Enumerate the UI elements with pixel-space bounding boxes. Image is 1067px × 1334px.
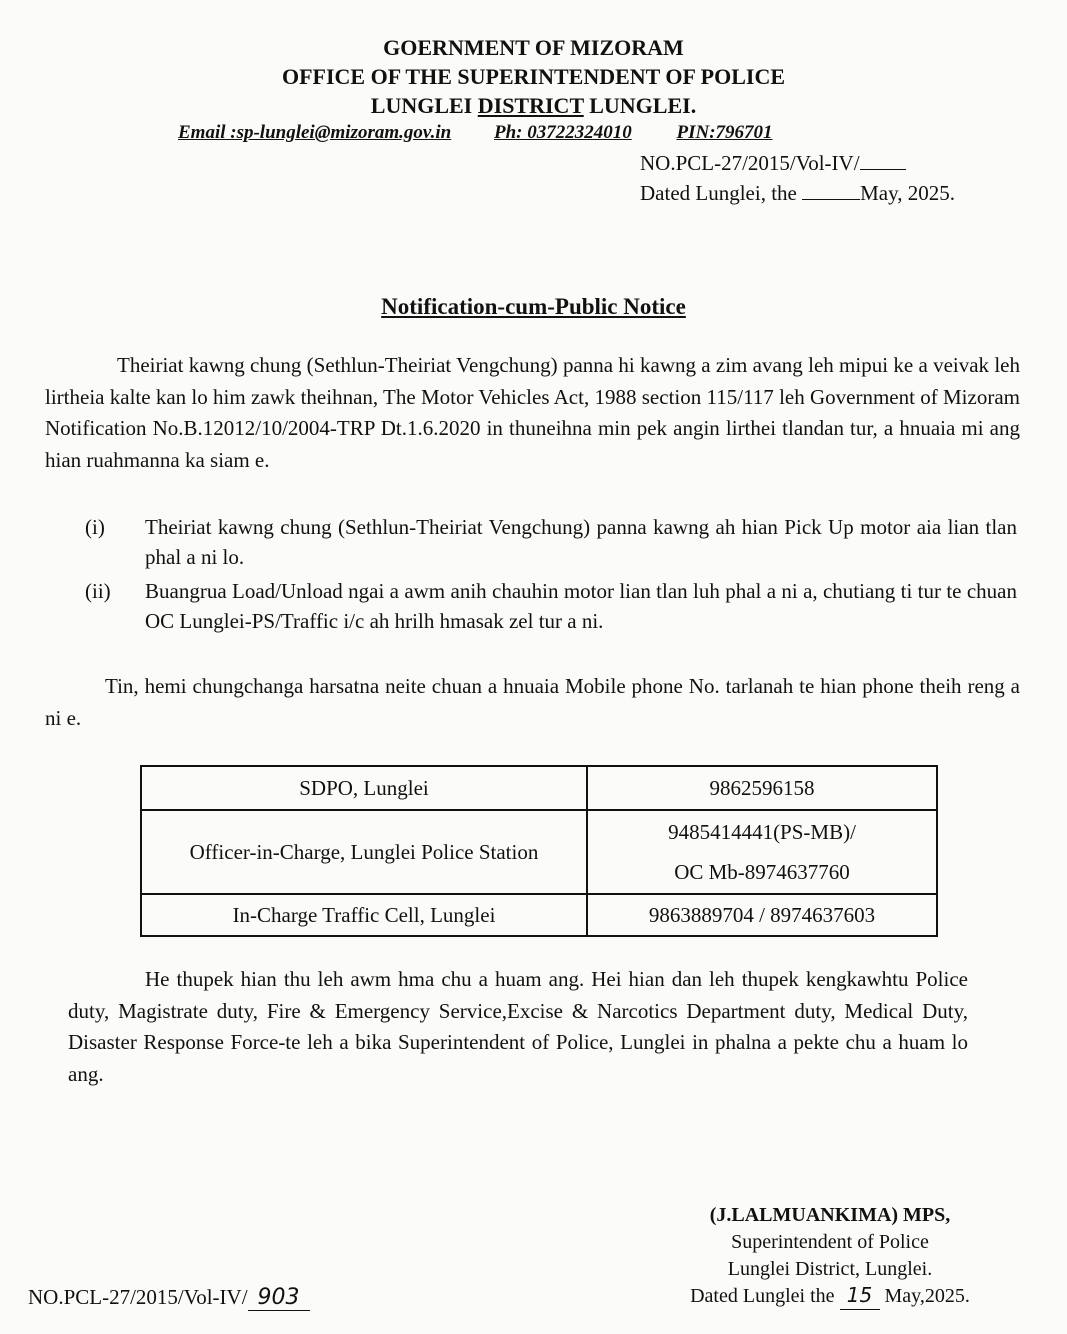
- reference-block: [640, 148, 955, 208]
- table-cell-phone: [587, 810, 937, 894]
- header-district: [0, 92, 1067, 120]
- closing-paragraph: He thupek hian thu leh awm hma chu a huam ang. Hei hian dan leh thupek kengkawhtu Police duty, Magistrate duty, Fire & Emergency Service,Excise & Narcotics Department duty, Medical Duty, Disaster Response Force-te leh a bika Superintendent of Police, Lunglei in phalna a pekte chu a huam lo ang.: [68, 967, 968, 1086]
- table-cell-role: Officer-in-Charge, Lunglei Police Station: [141, 810, 587, 894]
- table-cell-phone: 9862596158: [587, 766, 937, 810]
- reference-blank: [860, 169, 906, 170]
- table-cell-phone: 9863889704 / 8974637603: [587, 894, 937, 936]
- signature-dated-line: [640, 1282, 1020, 1310]
- phone-number: Ph: 03722324010: [493, 122, 632, 143]
- notice-title: Notification-cum-Public Notice: [381, 294, 686, 319]
- phone-secondary: OC Mb-8974637760: [674, 860, 850, 884]
- handwritten-number: 903: [248, 1285, 310, 1311]
- phone-intro-paragraph: Tin, hemi chungchanga harsatna neite chuan a hnuaia Mobile phone No. tarlanah te hian phone theih reng a ni e.: [45, 674, 1020, 730]
- reference-number-text: NO.PCL-27/2015/Vol-IV/: [640, 151, 860, 175]
- item-number: (i): [85, 515, 105, 539]
- dated-suffix: May, 2025.: [860, 181, 956, 205]
- header-district-c: LUNGLEI.: [583, 93, 697, 118]
- reference-number: [640, 148, 955, 178]
- phone-primary: 9485414441(PS-MB)/: [668, 820, 856, 844]
- footer-reference: [28, 1285, 310, 1311]
- contact-line: [178, 122, 773, 144]
- item-text: Buangrua Load/Unload ngai a awm anih chauhin motor lian tlan luh phal a ni a, chutiang ti tur te chuan OC Lunglei-PS/Traffic i/c ah hrilh hmasak zel tur a ni.: [145, 579, 1017, 633]
- item-number: (ii): [85, 579, 111, 603]
- signature-dated-prefix: Dated Lunglei the: [690, 1285, 835, 1307]
- signatory-name: (J.LALMUANKIMA) MPS,: [709, 1204, 951, 1226]
- signatory-district: Lunglei District, Lunglei.: [727, 1258, 933, 1280]
- table-cell-role: SDPO, Lunglei: [141, 766, 587, 810]
- item-text: Theiriat kawng chung (Sethlun-Theiriat Vengchung) panna kawng ah hian Pick Up motor aia lian tlan phal a ni lo.: [145, 515, 1017, 569]
- dated-line: [640, 178, 955, 208]
- table-cell-role: In-Charge Traffic Cell, Lunglei: [141, 894, 587, 936]
- pin-code: PIN:796701: [676, 122, 773, 143]
- list-item: [85, 576, 1020, 638]
- signatory-designation: Superintendent of Police: [731, 1231, 929, 1253]
- list-item: [85, 512, 1020, 574]
- footer-reference-text: NO.PCL-27/2015/Vol-IV/: [28, 1285, 248, 1309]
- table-row: [141, 810, 937, 894]
- header-district-a: LUNGLEI: [370, 93, 478, 118]
- contact-table: [140, 765, 938, 937]
- email-link[interactable]: Email :sp-lunglei@mizoram.gov.in: [178, 122, 452, 143]
- header-government: GOERNMENT OF MIZORAM: [383, 35, 684, 60]
- dated-prefix: Dated Lunglei, the: [640, 181, 797, 205]
- header-district-b: DISTRICT: [477, 93, 584, 118]
- intro-paragraph: Theiriat kawng chung (Sethlun-Theiriat Vengchung) panna hi kawng a zim avang leh mipui ke a veivak leh lirtheia kalte kan lo him zawk theihnan, The Motor Vehicles Act, 1988 section 115/117 leh Government of Mizoram Notification No.B.12012/10/2004-TRP Dt.1.6.2020 in thuneihna min pek angin lirthei tlandan tur, a hnuaia mi ang hian ruahmanna ka siam e.: [45, 353, 1020, 472]
- header-office: OFFICE OF THE SUPERINTENDENT OF POLICE: [281, 64, 786, 89]
- table-row: [141, 894, 937, 936]
- date-blank: [802, 199, 860, 200]
- table-row: [141, 766, 937, 810]
- signature-dated-suffix: May,2025.: [884, 1285, 970, 1307]
- handwritten-day: 15: [840, 1282, 880, 1310]
